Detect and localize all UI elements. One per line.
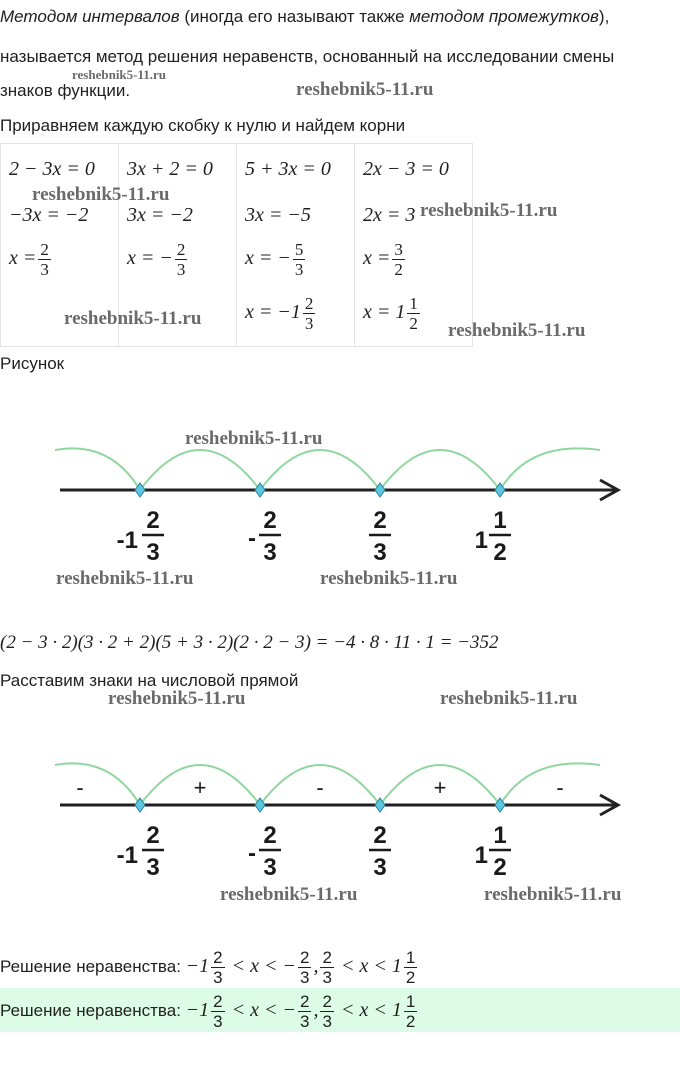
tick-label-4 (475, 507, 511, 566)
equation: 5 + 3x = 0 (245, 158, 331, 180)
arc (55, 763, 140, 805)
svg-text:3: 3 (146, 854, 160, 881)
answer-label: Решение неравенства: (0, 957, 186, 976)
svg-text:2: 2 (146, 507, 160, 534)
watermark: reshebnik5-11.ru (420, 200, 558, 221)
answer-frac: $\frac{1}{2}$ (405, 948, 416, 988)
tick-label-2 (248, 507, 281, 566)
term-intervals: Методом интервалов (0, 7, 180, 26)
svg-text:2: 2 (263, 822, 277, 849)
intro-line-3: знаков функции. (0, 81, 131, 100)
watermark: reshebnik5-11.ru (56, 568, 194, 589)
tick-label-3 (369, 507, 391, 566)
step-2-heading: Расставим знаки на числовой прямой (0, 671, 299, 690)
tick-label-1 (117, 822, 164, 881)
watermark: reshebnik5-11.ru (320, 568, 458, 589)
step: −3x = −2 (9, 204, 89, 226)
intro-line-2: называется метод решения неравенств, основанный на исследовании смены (0, 47, 615, 66)
tick-label-1 (117, 507, 164, 566)
answer-label: Решение неравенства: (0, 1001, 186, 1020)
step: 2x = 3 (363, 204, 416, 226)
sign-check-expression: (2 − 3 · 2)(3 · 2 + 2)(5 + 3 · 2)(2 · 2 − 3) = −4 · 8 · 11 · 1 = −352 (0, 632, 499, 653)
watermark: reshebnik5-11.ru (72, 67, 167, 82)
watermark: reshebnik5-11.ru (448, 320, 586, 341)
answer-line-highlighted: Решение неравенства: −1 $\frac{2}{3}$ < x < − $\frac{2}{3}$ , $\frac{2}{3}$ < x < 1 $\frac{1}{2}$ (0, 992, 416, 1032)
root: x = − $\frac{5}{3}$ (245, 240, 304, 279)
answer-frac: $\frac{2}{3}$ (213, 948, 223, 988)
figure-label: Рисунок (0, 354, 65, 373)
root-mixed: x = 1 $\frac{1}{2}$ (363, 294, 418, 333)
svg-text:3: 3 (263, 854, 277, 881)
root: x = $\frac{3}{2}$ (363, 240, 403, 279)
svg-text:-: - (248, 840, 256, 867)
tick-label-3 (369, 822, 391, 881)
step: 3x = −5 (245, 204, 311, 226)
term-gaps: методом промежутков (409, 7, 599, 26)
equation: 2x − 3 = 0 (363, 158, 449, 180)
svg-text:1: 1 (493, 822, 507, 849)
root: x = − $\frac{2}{3}$ (127, 240, 186, 279)
arc (260, 450, 380, 490)
svg-text:3: 3 (263, 539, 277, 566)
svg-text:3: 3 (146, 539, 160, 566)
answer-frac: $\frac{2}{3}$ (300, 948, 310, 988)
signed-number-line-figure (0, 725, 680, 895)
interval-arcs (55, 448, 600, 490)
watermark: reshebnik5-11.ru (220, 884, 358, 905)
watermark: reshebnik5-11.ru (32, 184, 170, 205)
intro-line-1: Методом интервалов (иногда его называют также методом промежутков), (0, 7, 610, 26)
svg-text:3: 3 (373, 854, 387, 881)
watermark: reshebnik5-11.ru (484, 884, 622, 905)
svg-text:3: 3 (373, 539, 387, 566)
watermark: reshebnik5-11.ru (296, 79, 434, 100)
svg-text:1: 1 (474, 527, 488, 554)
svg-text:-1: -1 (116, 842, 138, 869)
watermark: reshebnik5-11.ru (440, 688, 578, 709)
interval-sign: - (316, 775, 324, 800)
tick-label-2 (248, 822, 281, 881)
arc (500, 763, 600, 805)
interval-sign: + (433, 775, 447, 800)
svg-text:1: 1 (474, 842, 488, 869)
equation: 2 − 3x = 0 (9, 158, 95, 180)
step: 3x = −2 (127, 204, 193, 226)
answer-line: Решение неравенства: −1 $\frac{2}{3}$ < x < − $\frac{2}{3}$ , $\frac{2}{3}$ < x < 1 $\frac{1}{2}$ (0, 948, 416, 988)
answer-frac: $\frac{2}{3}$ (322, 992, 332, 1032)
watermark: reshebnik5-11.ru (108, 688, 246, 709)
svg-text:2: 2 (373, 507, 387, 534)
root-mixed: x = −1 $\frac{2}{3}$ (245, 294, 314, 333)
root: x = $\frac{2}{3}$ (9, 240, 49, 279)
svg-text:2: 2 (373, 822, 387, 849)
interval-sign: - (76, 775, 84, 800)
arc (380, 450, 500, 490)
watermark: reshebnik5-11.ru (64, 308, 202, 329)
answer-frac: $\frac{1}{2}$ (405, 992, 416, 1032)
roots-col-3 (237, 144, 355, 347)
watermark: reshebnik5-11.ru (185, 428, 323, 449)
number-line-figure (0, 410, 680, 580)
svg-text:2: 2 (493, 539, 507, 566)
arc (55, 448, 140, 490)
answer-frac: $\frac{2}{3}$ (322, 948, 332, 988)
tick-label-4 (475, 822, 511, 881)
interval-sign: - (556, 775, 564, 800)
interval-arcs (55, 763, 600, 805)
svg-text:2: 2 (493, 854, 507, 881)
svg-text:-: - (248, 525, 256, 552)
arc (140, 450, 260, 490)
svg-text:2: 2 (263, 507, 277, 534)
svg-text:2: 2 (146, 822, 160, 849)
interval-sign: + (193, 775, 207, 800)
arc (500, 448, 600, 490)
svg-text:-1: -1 (116, 527, 138, 554)
svg-text:1: 1 (493, 507, 507, 534)
step-1-heading: Приравняем каждую скобку к нулю и найдем корни (0, 116, 406, 135)
answer-frac: $\frac{2}{3}$ (213, 992, 223, 1032)
roots-col-4 (355, 144, 473, 347)
answer-frac: $\frac{2}{3}$ (300, 992, 310, 1032)
equation: 3x + 2 = 0 (127, 158, 213, 180)
